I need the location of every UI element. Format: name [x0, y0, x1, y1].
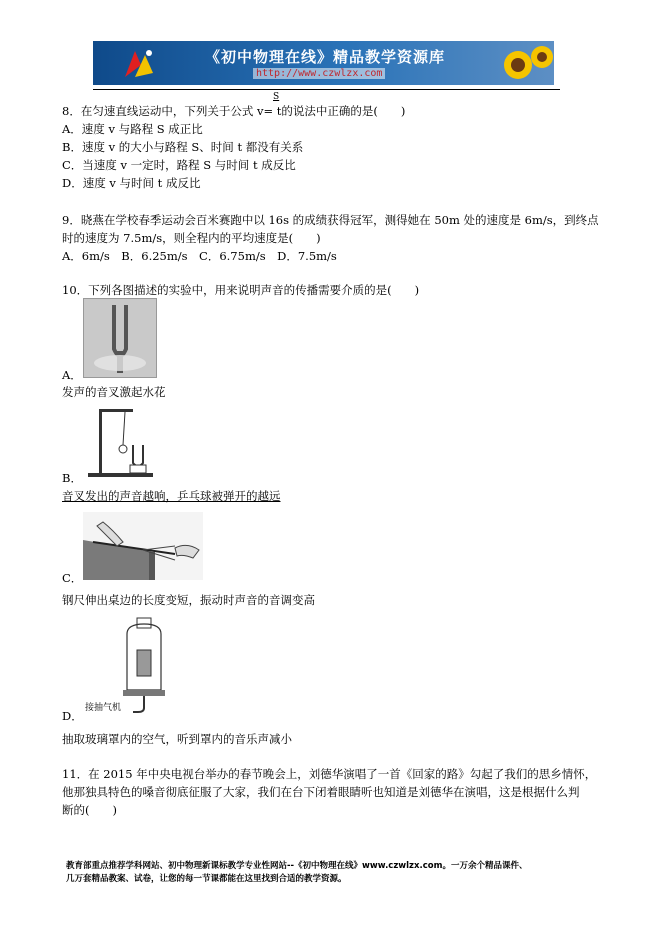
- vacuum-pump-label: 接抽气机: [85, 703, 122, 713]
- q8-stem: 8．在匀速直线运动中，下列关于公式 v= t的说法中正确的是( ): [62, 104, 406, 118]
- q10-a-letter: A．: [62, 368, 82, 382]
- footer-line1: 教育部重点推荐学科网站、初中物理新课标教学专业性网站--《初中物理在线》www.czwlzx.com。一万余个精品课件、: [66, 861, 528, 871]
- tuning-fork-pingpong-image: [83, 405, 158, 480]
- q8-option-b: B．速度 v 的大小与路程 S、时间 t 都没有关系: [62, 140, 304, 154]
- banner-url[interactable]: http://www.czwlzx.com: [253, 68, 385, 79]
- banner-title: 《初中物理在线》精品教学资源库: [205, 48, 446, 66]
- q8-option-a: A．速度 v 与路程 S 成正比: [62, 122, 203, 136]
- q8-option-c: C．当速度 v 一定时，路程 S 与时间 t 成反比: [62, 158, 296, 172]
- q10-c-caption: 钢尺伸出桌边的长度变短，振动时声音的音调变高: [62, 593, 315, 607]
- q10-stem: 10．下列各图描述的实验中，用来说明声音的传播需要介质的是( ): [62, 283, 420, 297]
- q10-b-caption: 音叉发出的声音越响，乒乓球被弹开的越远: [62, 489, 281, 503]
- q8-option-d: D．速度 v 与时间 t 成反比: [62, 176, 201, 190]
- bell-jar-vacuum-image: [83, 616, 173, 716]
- formula-numerator: S: [273, 92, 280, 102]
- q10-b-letter: B．: [62, 471, 82, 485]
- q10-d-caption: 抽取玻璃罩内的空气，听到罩内的音乐声减小: [62, 732, 292, 746]
- sunflower-icon: [498, 41, 554, 85]
- q11-line3: 断的( ): [62, 803, 117, 817]
- header-banner: [93, 41, 554, 85]
- q9-stem-line2: 时的速度为 7.5m/s，则全程内的平均速度是( ): [62, 231, 321, 245]
- logo-icon: [121, 45, 159, 81]
- q10-d-letter: D．: [62, 709, 83, 723]
- q9-stem-line1: 9．晓燕在学校春季运动会百米赛跑中以 16s 的成绩获得冠军，测得她在 50m 处的速度是 6m/s，到终点: [62, 213, 599, 227]
- q10-a-caption: 发声的音叉激起水花: [62, 385, 166, 399]
- q9-options: A．6m/s B．6.25m/s C．6.75m/s D．7.5m/s: [62, 249, 337, 263]
- q10-c-letter: C．: [62, 571, 83, 585]
- q11-line1: 11．在 2015 年中央电视台举办的春节晚会上，刘德华演唱了一首《回家的路》勾起了我们的思乡情怀，: [62, 767, 597, 781]
- tuning-fork-water-image: [83, 298, 157, 378]
- header-rule: [93, 89, 560, 90]
- steel-ruler-image: [83, 512, 203, 580]
- q11-line2: 他那独具特色的嗓音彻底征服了大家，我们在台下闭着眼睛听也知道是刘德华在演唱，这是根据什么判: [62, 785, 580, 799]
- page-footer: [66, 860, 606, 886]
- footer-line2: 几万套精品教案、试卷，让您的每一节课都能在这里找到合适的教学资源。: [66, 874, 347, 884]
